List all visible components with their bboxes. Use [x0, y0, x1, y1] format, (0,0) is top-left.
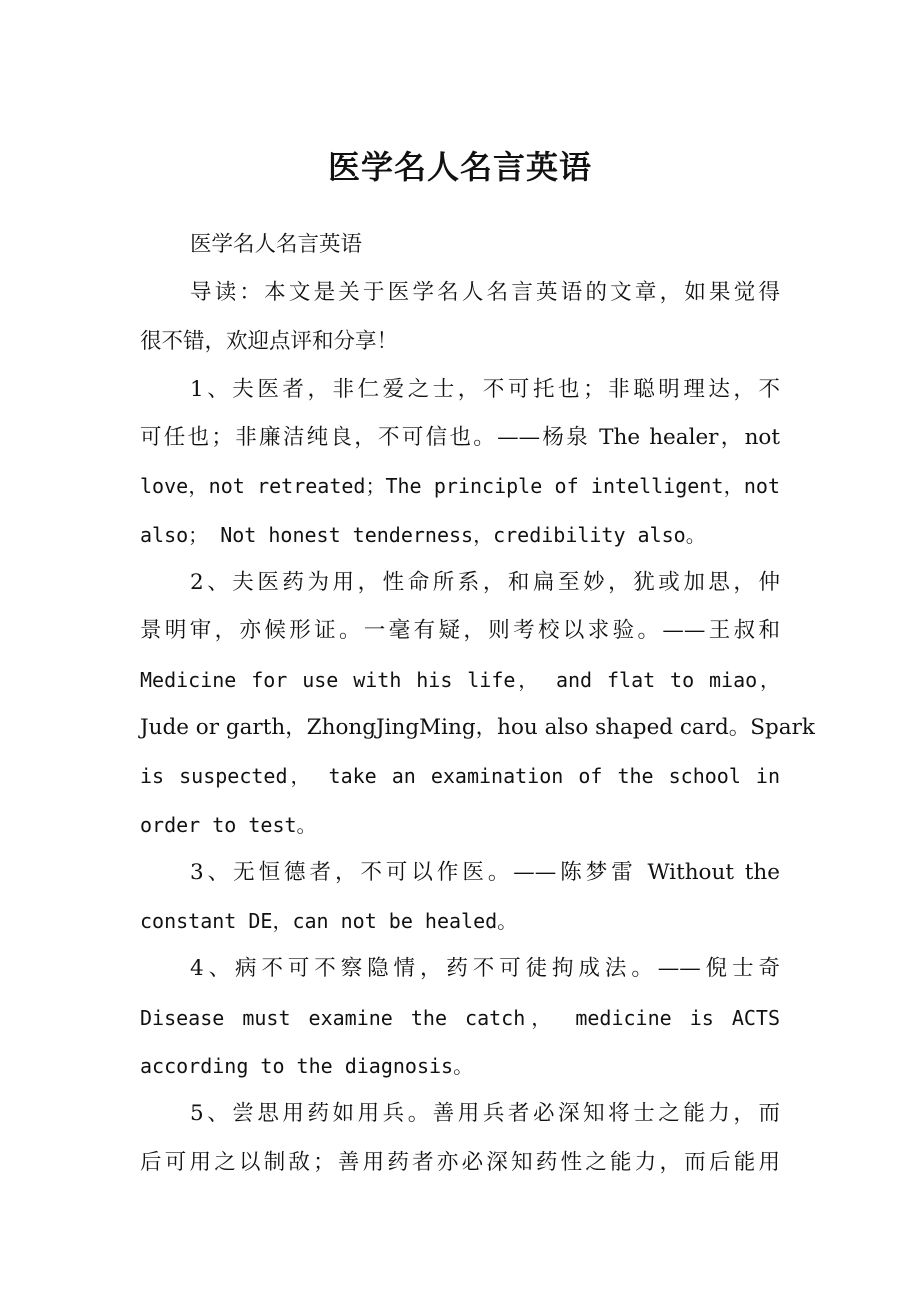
document-title: 医学名人名言英语	[327, 148, 592, 186]
text-line: Jude or garth，ZhongJingMing，hou also shaped card。Spark	[140, 714, 815, 740]
paragraph-quote-1	[140, 366, 780, 559]
paragraph-intro	[140, 269, 780, 366]
paragraph-quote-2	[140, 559, 815, 849]
text-line: 2、夫医药为用，性命所系，和扁至妙，犹或加思，仲	[190, 570, 780, 596]
text-line: 3、无恒德者，不可以作医。——陈梦雷 Without the	[190, 859, 780, 885]
text-line: Medicine for use with his life， and flat to miao，	[140, 667, 780, 692]
text-line: is suspected， take an examination of the school in	[140, 764, 780, 789]
text-line: 导读：本文是关于医学名人名言英语的文章，如果觉得	[190, 280, 780, 306]
text-line: 很不错，欢迎点评和分享！	[140, 328, 399, 354]
paragraph-quote-5	[140, 1090, 780, 1187]
text-line: Disease must examine the catch， medicine is ACTS	[140, 1005, 780, 1030]
text-line: 后可用之以制敌；善用药者亦必深知药性之能力，而后能用	[140, 1149, 780, 1175]
text-line: love，not retreated；The principle of intelligent，not	[140, 474, 780, 499]
document-body	[140, 221, 815, 1187]
text-line: 可任也；非廉洁纯良，不可信也。——杨泉 The healer，not	[140, 425, 780, 451]
text-line: order to test。	[140, 812, 317, 837]
paragraph-heading	[140, 221, 780, 269]
text-line: according to the diagnosis。	[140, 1054, 474, 1079]
paragraph-quote-3	[140, 849, 780, 946]
text-line: 1、夫医者，非仁爱之士，不可托也；非聪明理达，不	[190, 376, 780, 402]
text-line: 5、尝思用药如用兵。善用兵者必深知将士之能力，而	[190, 1101, 780, 1127]
text-line: constant DE，can not be healed。	[140, 909, 518, 934]
paragraph-quote-4	[140, 945, 780, 1090]
text-line: 景明审，亦候形证。一毫有疑，则考校以求验。——王叔和	[140, 618, 780, 644]
text-line: 4、病不可不察隐情，药不可徒拘成法。——倪士奇	[190, 956, 780, 982]
text-line: also； Not honest tenderness，credibility also。	[140, 522, 706, 547]
text-line: 医学名人名言英语	[190, 232, 363, 257]
